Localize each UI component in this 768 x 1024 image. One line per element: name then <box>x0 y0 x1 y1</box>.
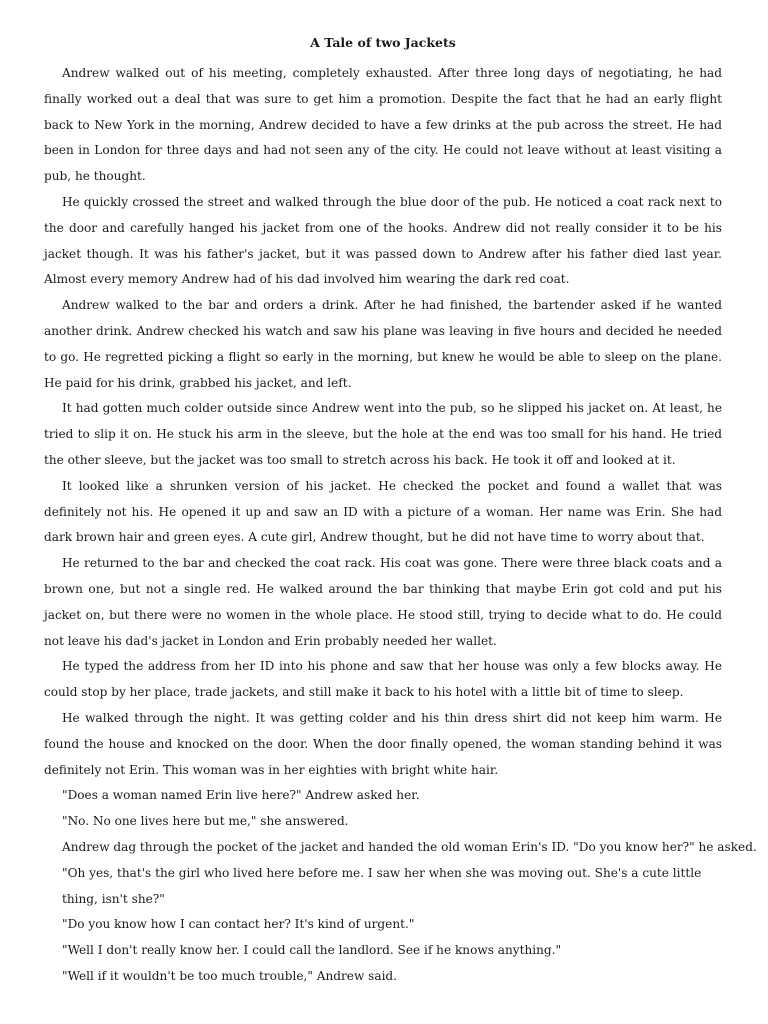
paragraph-5: It looked like a shrunken version of his jacket. He checked the pocket and found a wallet that was definitely not his. He opened it up and saw an ID with a picture of a woman. Her name was Erin. She had dark brown hair and green eyes. A cute girl, Andrew thought, but he did not have time to worry about that. <box>44 478 722 545</box>
dialogue-line-6: "Do you know how I can contact her? It's kind of urgent." <box>62 917 415 932</box>
dialogue-line-3: Andrew dag through the pocket of the jacket and handed the old woman Erin's ID. "Do you know her?" he asked. <box>62 839 757 854</box>
paragraph-3: Andrew walked to the bar and orders a drink. After he had finished, the bartender asked if he wanted another drink. Andrew checked his watch and saw his plane was leaving in five hours and decided he needed to go. He regretted picking a flight so early in the morning, but knew he would be able to sleep on the plane. He paid for his drink, grabbed his jacket, and left. <box>44 298 722 390</box>
paragraph-8: He walked through the night. It was getting colder and his thin dress shirt did not keep him warm. He found the house and knocked on the door. When the door finally opened, the woman standing behind it was definitely not Erin. This woman was in her eighties with bright white hair. <box>44 710 722 777</box>
paragraph-7: He typed the address from her ID into his phone and saw that her house was only a few blocks away. He could stop by her place, trade jackets, and still make it back to his hotel with a little bit of time to sleep. <box>44 659 722 700</box>
dialogue-line-8: "Well if it wouldn't be too much trouble," Andrew said. <box>62 968 398 983</box>
dialogue-line-5: thing, isn't she?" <box>62 891 165 906</box>
document-title: A Tale of two Jackets <box>310 35 456 50</box>
paragraph-2: He quickly crossed the street and walked through the blue door of the pub. He noticed a coat rack next to the door and carefully hanged his jacket from one of the hooks. Andrew did not really consider it to be his jacket though. It was his father's jacket, but it was passed down to Andrew after his father died last year. Almost every memory Andrew had of his dad involved him wearing the dark red coat. <box>44 194 722 287</box>
paragraph-6: He returned to the bar and checked the coat rack. His coat was gone. There were three black coats and a brown one, but not a single red. He walked around the bar thinking that maybe Erin got cold and put his jacket on, but there were no women in the whole place. He stood still, trying to decide what to do. He could not leave his dad's jacket in London and Erin probably needed her wallet. <box>44 556 722 648</box>
paragraph-4: It had gotten much colder outside since Andrew went into the pub, so he slipped his jacket on. At least, he tried to slip it on. He stuck his arm in the sleeve, but the hole at the end was too small for his hand. He tried the other sleeve, but the jacket was too small to stretch across his back. He took it off and looked at it. <box>44 401 722 467</box>
document-page <box>44 35 757 990</box>
paragraph-1: Andrew walked out of his meeting, completely exhausted. After three long days of negotiating, he had finally worked out a deal that was sure to get him a promotion. Despite the fact that he had an early flight back to New York in the morning, Andrew decided to have a few drinks at the pub across the street. He had been in London for three days and had not seen any of the city. He could not leave without at least visiting a pub, he thought. <box>44 66 722 184</box>
dialogue-line-2: "No. No one lives here but me," she answered. <box>62 814 349 829</box>
dialogue-line-7: "Well I don't really know her. I could call the landlord. See if he knows anything." <box>62 943 562 958</box>
dialogue-line-4: "Oh yes, that's the girl who lived here before me. I saw her when she was moving out. She's a cute little <box>62 865 702 880</box>
dialogue-line-1: "Does a woman named Erin live here?" Andrew asked her. <box>62 788 420 803</box>
